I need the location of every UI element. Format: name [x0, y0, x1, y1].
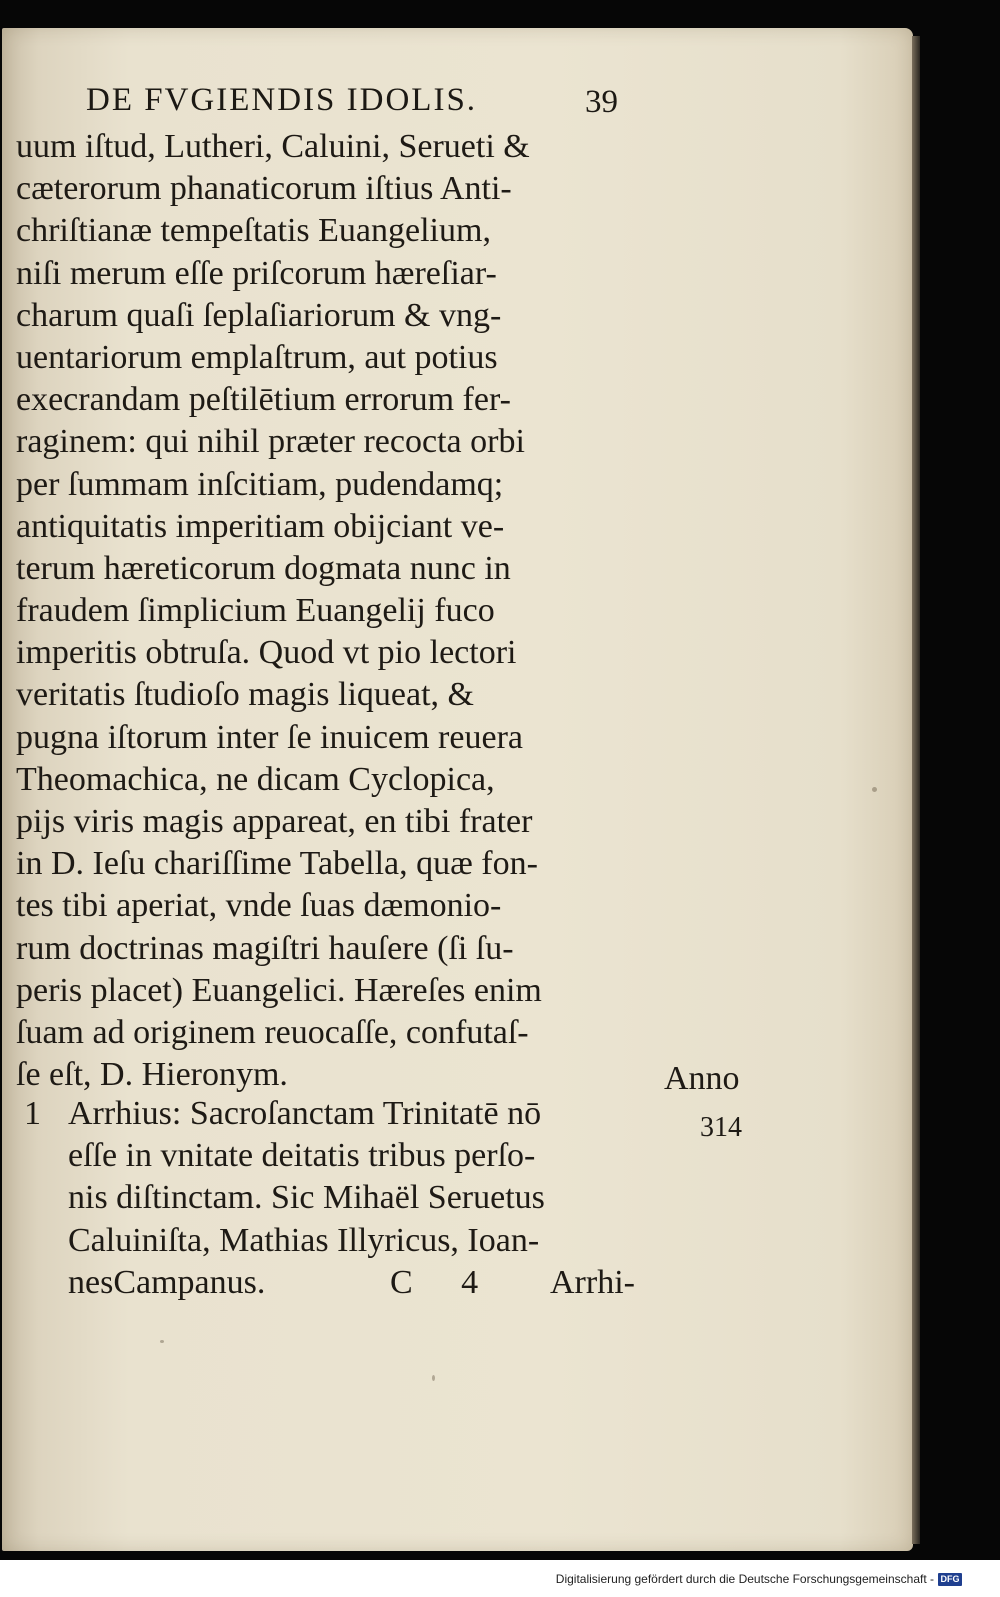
- text-line: tes tibi aperiat, vnde ſuas dæmonio-: [16, 887, 502, 925]
- text-line: veritatis ſtudioſo magis liqueat, &: [16, 676, 474, 714]
- final-line: [68, 1262, 668, 1306]
- text-line: pijs viris magis appareat, en tibi frater: [16, 803, 533, 840]
- text-line: raginem: qui nihil præter recocta orbi: [16, 423, 525, 461]
- entry-line: Caluiniſta, Mathias Illyricus, Ioan-: [68, 1221, 540, 1259]
- footer-credit-text: Digitalisierung gefördert durch die Deutsche Forschungsgemeinschaft -: [555, 1572, 934, 1586]
- margin-note-year: 314: [700, 1112, 742, 1143]
- text-line: uum iſtud, Lutheri, Caluini, Serueti &: [16, 128, 530, 165]
- text-line: terum hæreticorum dogmata nunc in: [16, 549, 511, 587]
- catchword: Arrhi-: [550, 1264, 635, 1301]
- text-line: cæterorum phanaticorum iſtius Anti-: [16, 170, 512, 208]
- signature-mark: C 4: [390, 1264, 499, 1301]
- page-edge: [912, 36, 920, 1544]
- text-line: ſe eſt, D. Hieronym.: [16, 1056, 288, 1094]
- running-title: DE FVGIENDIS IDOLIS.: [86, 82, 478, 118]
- text-line: per ſummam inſcitiam, pudendamq;: [16, 465, 504, 503]
- text-line: ſuam ad originem reuocaſſe, confutaſ-: [16, 1013, 529, 1051]
- text-line: in D. Ieſu chariſſime Tabella, quæ fon-: [16, 845, 538, 883]
- footer-credit: [556, 1567, 962, 1591]
- margin-note-label: Anno: [664, 1060, 740, 1097]
- text-line: fraudem ſimplicium Euangelij fuco: [16, 592, 495, 630]
- dfg-logo-icon: DFG: [938, 1573, 962, 1586]
- body-text: [16, 126, 666, 1096]
- text-line: Theomachica, ne dicam Cyclopica,: [16, 760, 495, 798]
- paper-blemish: [872, 787, 877, 792]
- text-line: rum doctrinas magiſtri hauſere (ſi ſu-: [16, 929, 514, 967]
- text-line: charum quaſi ſeplaſiariorum & vng-: [16, 296, 502, 334]
- entry-line: nis diſtinctam. Sic Mihaël Seruetus: [68, 1179, 545, 1217]
- text-line: peris placet) Euangelici. Hæreſes enim: [16, 971, 542, 1009]
- text-line: imperitis obtruſa. Quod vt pio lectori: [16, 634, 517, 672]
- text-line: pugna iſtorum inter ſe inuicem reuera: [16, 718, 523, 756]
- paper-blemish: [432, 1375, 435, 1381]
- entry-text: [68, 1093, 668, 1262]
- entry-number: 1: [24, 1095, 41, 1132]
- text-line: niſi merum eſſe priſcorum hæreſiar-: [16, 254, 497, 292]
- text-line: execrandam peſtilētium errorum fer-: [16, 381, 511, 419]
- page-number: 39: [585, 84, 618, 120]
- paper-blemish: [160, 1340, 164, 1343]
- entry-line: Arrhius: Sacroſanctam Trinitatē nō: [68, 1095, 542, 1132]
- text-line: uentariorum emplaſtrum, aut potius: [16, 338, 498, 376]
- final-line-text: nesCampanus.: [68, 1264, 266, 1301]
- text-line: chriſtianæ tempeſtatis Euangelium,: [16, 212, 491, 250]
- text-line: antiquitatis imperitiam obijciant ve-: [16, 507, 505, 545]
- entry-line: eſſe in vnitate deitatis tribus perſo-: [68, 1137, 536, 1175]
